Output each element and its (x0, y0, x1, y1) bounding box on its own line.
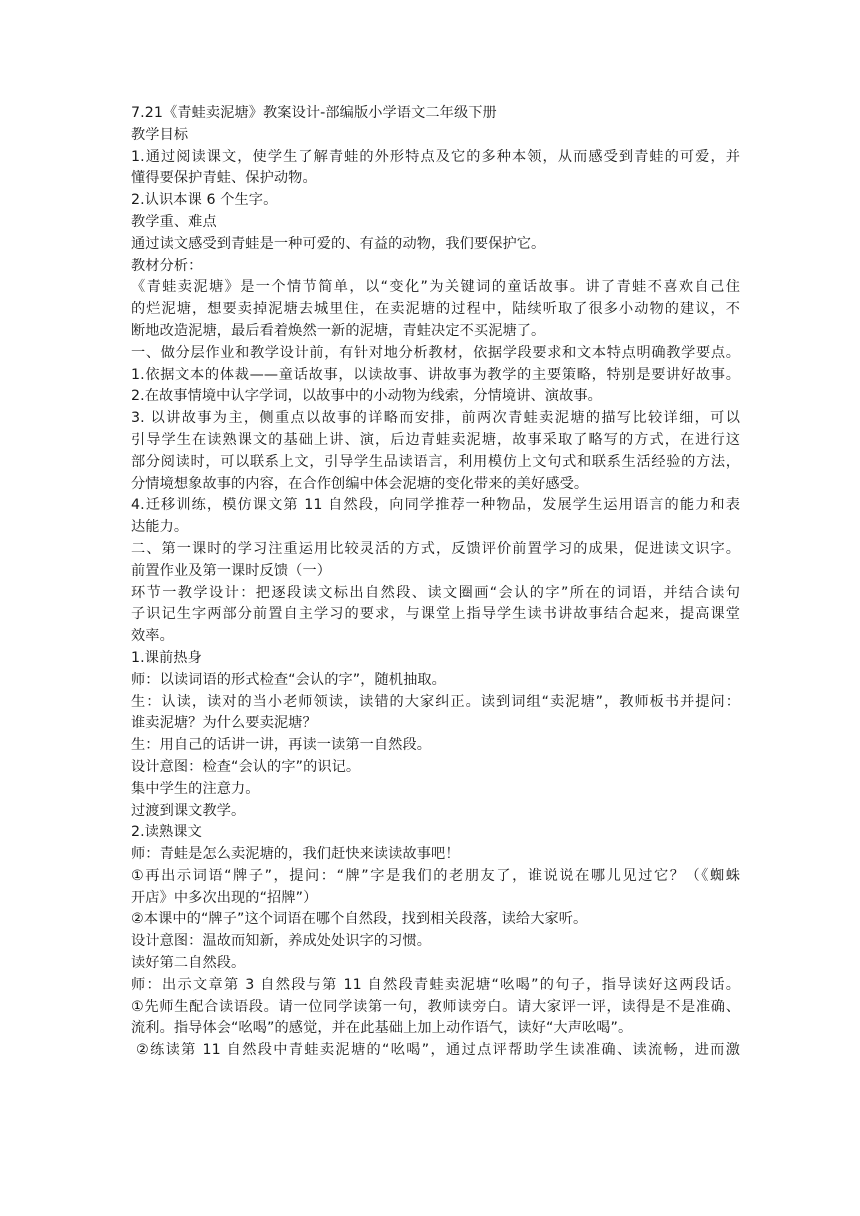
text-line: 教学重、难点 (131, 213, 217, 230)
text-line: 读好第二自然段。 (131, 955, 246, 972)
text-line: 过渡到课文教学。 (131, 802, 246, 819)
text-line: 分情境想象故事的内容，在合作创编中体会泥塘的变化带来的美好感受。 (131, 475, 589, 492)
text-line: ②本课中的“牌子”这个词语在哪个自然段，找到相关段落，读给大家听。 (131, 911, 588, 928)
text-line: 二、第一课时的学习注重运用比较灵活的方式，反馈评价前置学习的成果，促进读文识字。 (131, 540, 740, 557)
text-line: 开店》中多次出现的“招牌”） (131, 889, 318, 906)
text-line: 2.认识本课 6 个生字。 (131, 192, 278, 209)
text-line: 3. 以讲故事为主，侧重点以故事的详略而安排，前两次青蛙卖泥塘的描写比较详细，可以 (131, 410, 740, 427)
text-line: 谁卖泥塘？为什么要卖泥塘？ (131, 715, 317, 732)
text-line: 《青蛙卖泥塘》是一个情节简单，以“变化”为关键词的童话故事。讲了青蛙不喜欢自己住 (131, 279, 740, 296)
text-line: 生：用自己的话讲一讲，再读一读第一自然段。 (131, 737, 432, 754)
text-line: 效率。 (131, 628, 174, 645)
text-line: 教材分析： (131, 257, 203, 274)
text-line: 通过读文感受到青蛙是一种可爱的、有益的动物，我们要保护它。 (131, 235, 546, 252)
text-line: 前置作业及第一课时反馈（一） (131, 562, 332, 579)
text-line: ①先师生配合读语段。请一位同学读第一句，教师读旁白。请大家评一评，读得是不是准确、 (131, 998, 740, 1015)
text-line: 生：认读，读对的当小老师领读，读错的大家纠正。读到词组“卖泥塘”，教师板书并提问： (131, 693, 740, 710)
text-line: 的烂泥塘，想要卖掉泥塘去城里住，在卖泥塘的过程中，陆续听取了很多小动物的建议，不 (131, 301, 740, 318)
text-line: 设计意图：检查“会认的字”的识记。 (131, 758, 361, 775)
text-line: 一、做分层作业和教学设计前，有针对地分析教材，依据学段要求和文本特点明确教学要点。 (131, 344, 740, 361)
text-line: 达能力。 (131, 519, 189, 536)
text-line: 部分阅读时，可以联系上文，引导学生品读语言，利用模仿上文句式和联系生活经验的方法， (131, 453, 740, 470)
text-line: 7.21《青蛙卖泥塘》教案设计-部编版小学语文二年级下册 (131, 105, 497, 121)
text-line: 师：青蛙是怎么卖泥塘的，我们赶快来读读故事吧！ (131, 846, 460, 863)
text-line: 1.通过阅读课文，使学生了解青蛙的外形特点及它的多种本领，从而感受到青蛙的可爱，并 (131, 148, 740, 165)
text-line: 师：出示文章第 3 自然段与第 11 自然段青蛙卖泥塘“吆喝”的句子，指导读好这两段话。 (131, 976, 740, 993)
text-line: 懂得要保护青蛙、保护动物。 (131, 170, 317, 187)
text-line: 师：以读词语的形式检查“会认的字”，随机抽取。 (131, 671, 446, 688)
text-line: 子识记生字两部分前置自主学习的要求，与课堂上指导学生读书讲故事结合起来，提高课堂 (131, 606, 740, 623)
text-line: 教学目标 (131, 126, 189, 143)
text-line: 2.读熟课文 (131, 824, 202, 841)
text-line: 4.迁移训练，模仿课文第 11 自然段，向同学推荐一种物品，发展学生运用语言的能力和表 (131, 497, 740, 514)
text-line: 流利。指导体会“吆喝”的感觉，并在此基础上加上动作语气，读好“大声吆喝”。 (131, 1020, 633, 1037)
text-line: 引导学生在读熟课文的基础上讲、演，后边青蛙卖泥塘，故事采取了略写的方式，在进行这 (131, 431, 740, 448)
text-line: 环节一教学设计：把逐段读文标出自然段、读文圈画“会认的字”所在的词语，并结合读句 (131, 584, 740, 601)
text-line: 集中学生的注意力。 (131, 780, 260, 797)
text-line: 设计意图：温故而知新，养成处处识字的习惯。 (131, 933, 432, 950)
text-line: 1.课前热身 (131, 649, 202, 666)
text-line: ②练读第 11 自然段中青蛙卖泥塘的“吆喝”，通过点评帮助学生读准确、读流畅，进而激 (136, 1042, 740, 1059)
text-line: ①再出示词语“牌子”，提问：“牌”字是我们的老朋友了，谁说说在哪儿见过它？（《蜘蛛 (131, 867, 740, 884)
text-line: 2.在故事情境中认字学词，以故事中的小动物为线索，分情境讲、演故事。 (131, 388, 602, 405)
text-line: 1.依据文本的体裁——童话故事，以读故事、讲故事为教学的主要策略，特别是要讲好故事。 (131, 366, 740, 383)
text-line: 断地改造泥塘，最后看着焕然一新的泥塘，青蛙决定不买泥塘了。 (131, 322, 546, 339)
